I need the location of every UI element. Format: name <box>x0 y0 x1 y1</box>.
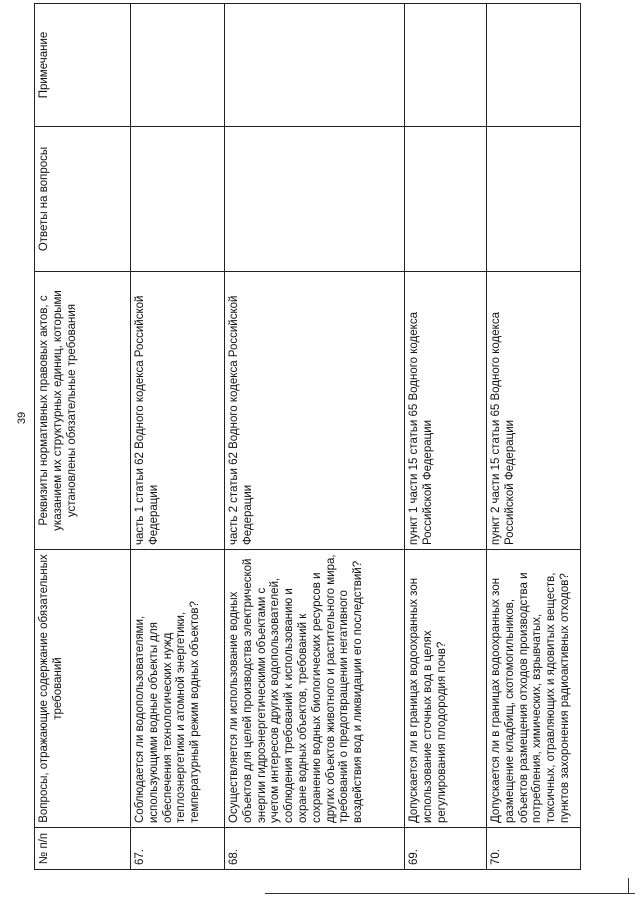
row-question: Допускается ли в границах водоохранных зон размещение кладбищ, скотомогильников, объектов размещения отходов производства и потребления, химических, взрывчатых, токсичных, отравляющих и ядовитых веществ, пунктов захоронения радиоактивных отходов? <box>487 550 581 828</box>
footer-rule-tick <box>628 878 629 893</box>
row-answer <box>131 127 225 272</box>
row-question: Допускается ли в границах водоохранных зон использование сточных вод в целях регулирования плодородия почв? <box>405 550 487 828</box>
row-num: 68. <box>225 828 405 870</box>
header-num: № п/п <box>35 828 131 870</box>
footer-rule <box>265 893 635 894</box>
row-note <box>487 4 581 127</box>
row-question: Соблюдается ли водопользователями, использующими водные объекты для обеспечения технологических нужд теплоэнергетики и атомной энергетики, температурный режим водных объектов? <box>131 550 225 828</box>
row-answer <box>225 127 405 272</box>
table-row <box>131 4 225 870</box>
row-num: 69. <box>405 828 487 870</box>
row-note <box>405 4 487 127</box>
row-requisites: часть 2 статьи 62 Водного кодекса Российской Федерации <box>225 272 405 550</box>
table-header-row <box>35 4 131 870</box>
header-requisites: Реквизиты нормативных правовых актов, с указанием их структурных единиц, которыми установлены обязательные требования <box>35 272 131 550</box>
table-row <box>225 4 405 870</box>
row-note <box>131 4 225 127</box>
row-answer <box>487 127 581 272</box>
row-note <box>225 4 405 127</box>
table-row <box>487 4 581 870</box>
row-requisites: пункт 1 части 15 статьи 65 Водного кодекса Российской Федерации <box>405 272 487 550</box>
table-row <box>405 4 487 870</box>
row-num: 67. <box>131 828 225 870</box>
header-note: Примечание <box>35 4 131 127</box>
header-question: Вопросы, отражающие содержание обязательных требований <box>35 550 131 828</box>
requirements-table-container <box>34 4 580 870</box>
row-num: 70. <box>487 828 581 870</box>
header-answers: Ответы на вопросы <box>35 127 131 272</box>
requirements-table <box>34 3 581 870</box>
row-requisites: пункт 2 части 15 статьи 65 Водного кодекса Российской Федерации <box>487 272 581 550</box>
row-requisites: часть 1 статьи 62 Водного кодекса Российской Федерации <box>131 272 225 550</box>
row-answer <box>405 127 487 272</box>
page-number: 39 <box>16 411 28 425</box>
row-question: Осуществляется ли использование водных объектов для целей производства электрической энергии гидроэнергетическими объектами с учетом интересов других водопользователей, соблюдения требований к использованию и охране водных объектов, требований к сохранению водных биологических ресурсов и других объектов животного и растительного мира, требований о предотвращении негативного воздействия вод и ликвидации его последствий? <box>225 550 405 828</box>
